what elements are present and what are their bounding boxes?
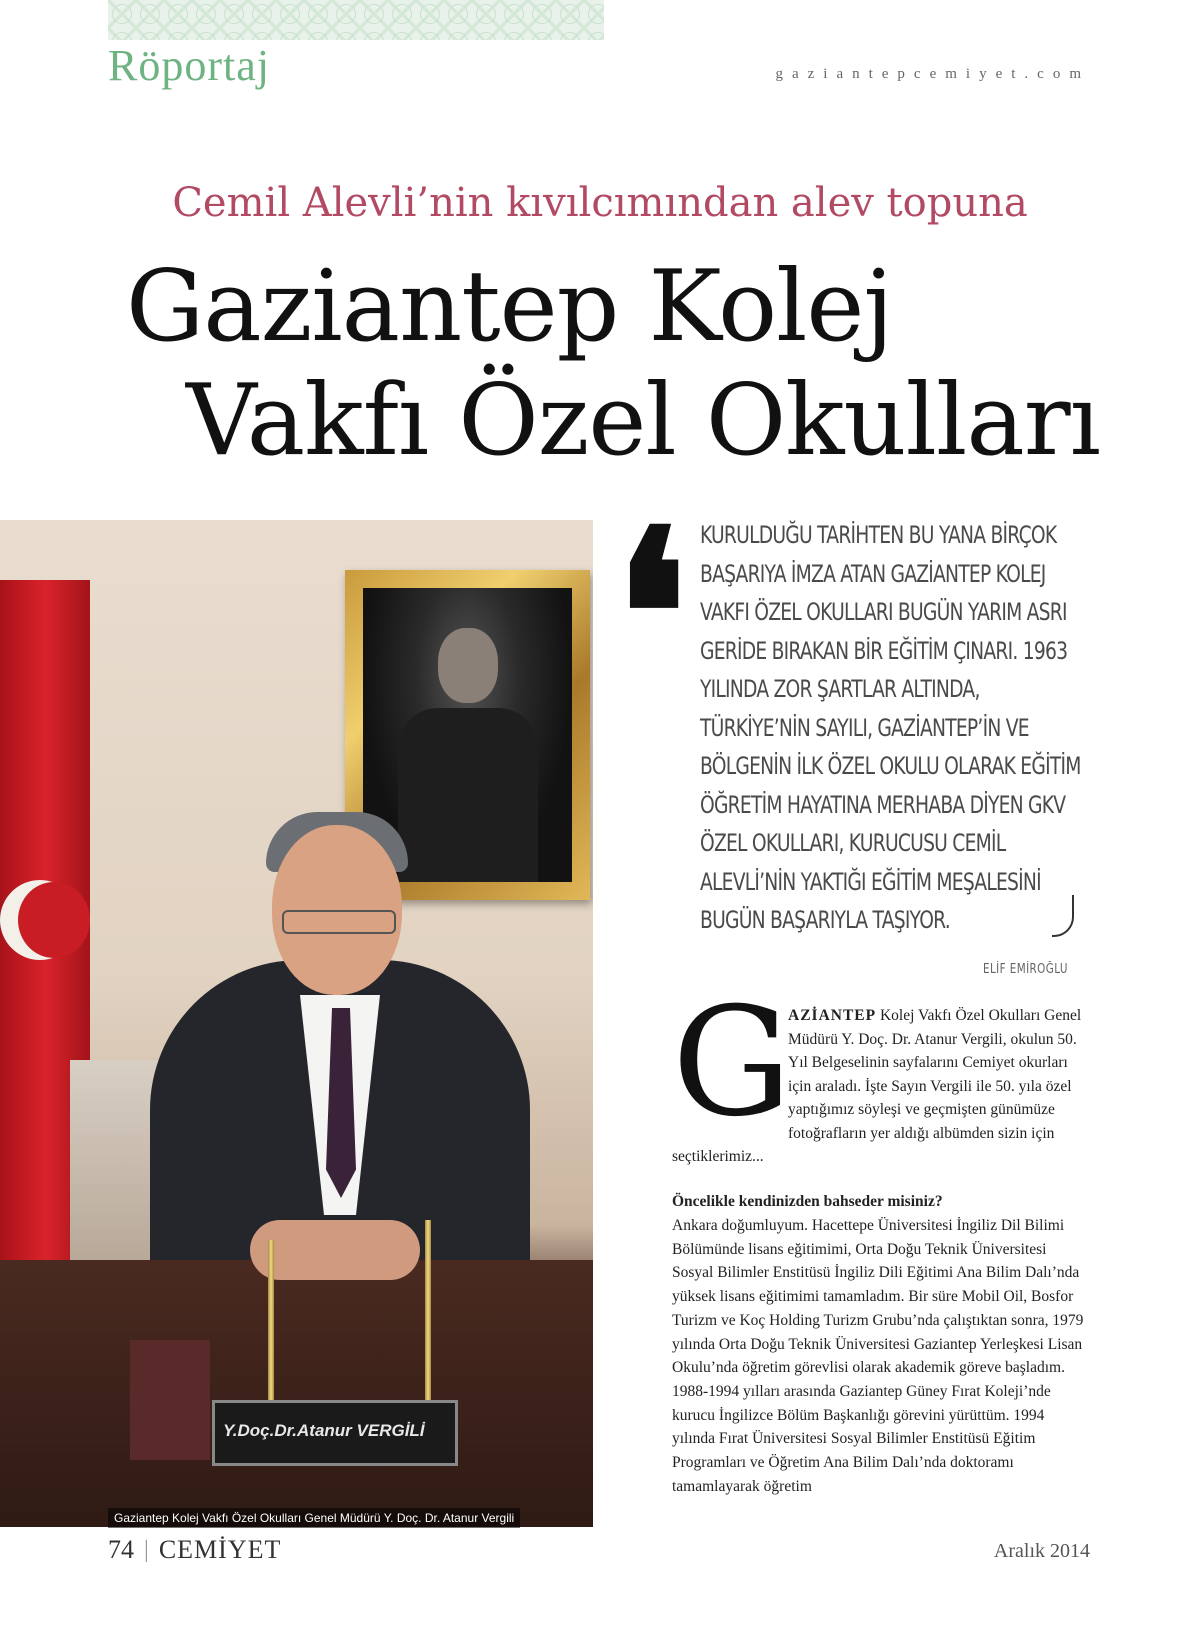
flag-crescent-cut: [18, 882, 90, 958]
nameplate-text: Y.Doç.Dr.Atanur VERGİLİ: [223, 1421, 425, 1440]
desk-pen-left: [268, 1240, 274, 1400]
quote-mark-icon: ❛: [614, 480, 689, 750]
article-subtitle: Cemil Alevli’nin kıvılcımından alev topuna: [172, 180, 1028, 226]
drop-cap: G: [672, 976, 792, 1150]
pull-quote: KURULDUĞU TARİHTEN BU YANA BİRÇOK BAŞARIYA İMZA ATAN GAZİANTEP KOLEJ VAKFI ÖZEL OKULLARI BUGÜN YARIM ASRI GERİDE BIRAKAN BİR EĞİTİM ÇINARI. 1963 YILINDA ZOR ŞARTLAR ALTINDA, TÜRKİYE’NİN SAYILI, GAZİANTEP’İN VE BÖLGENİN İLK ÖZEL OKULU OLARAK EĞİTİM ÖĞRETİM HAYATINA MERHABA DİYEN GKV ÖZEL OKULLARI, KURUCUSU CEMİL ALEVLİ’NİN YAKTIĞI EĞİTİM MEŞALESİNİ BUGÜN BAŞARIYLA TAŞIYOR.: [700, 521, 1081, 934]
portrait-face: [438, 628, 498, 703]
person-hands: [250, 1220, 420, 1280]
desk: [0, 1260, 593, 1527]
desk-pen-right: [425, 1220, 431, 1400]
section-label: Röportaj: [108, 41, 270, 90]
person-glasses: [282, 910, 396, 934]
portrait-suit: [398, 708, 538, 882]
article-title-line-2: Vakfı Özel Okulları: [186, 364, 1100, 478]
interview-question: Öncelikle kendinizden bahseder misiniz?: [672, 1193, 943, 1210]
desk-nameplate: [212, 1400, 458, 1466]
footer-left: [108, 1535, 281, 1565]
issue-date: Aralık 2014: [993, 1540, 1090, 1562]
drop-cap-gap: [672, 1004, 788, 1144]
interview-answer: Ankara doğumluyum. Hacettepe Üniversitesi İngiliz Dil Bilimi Bölümünde lisans eğitimimi, Orta Doğu Teknik Üniversitesi Sosyal Bilimler Enstitüsü İngiliz Dili Eğitimi Ana Bilim Dalı’nda yüksek lisans eğitimimi tamamladım. Bir süre Mobil Oil, Bosfor Turizm ve Koç Holding Turizm Grubu’nda çalıştıktan sonra, 1979 yılında Orta Doğu Teknik Üniversitesi Gaziantep Yerleşkesi Lisan Okulu’nda öğretim görevlisi olarak akademik göreve başladım. 1988-1994 yılları arasında Gaziantep Güney Fırat Koleji’nde kurucu İngilizce Bölüm Başkanlığı görevini yürüttüm. 1994 yılında Fırat Üniversitesi Sosyal Bilimler Enstitüsü Eğitim Programları ve Öğretim Ana Bilim Dalı’nda doktoramı tamamlayarak öğretim: [672, 1217, 1084, 1495]
intro-paragraph: [672, 1004, 1088, 1169]
pen-holder: [130, 1340, 210, 1460]
magazine-name: CEMİYET: [158, 1535, 282, 1564]
author-byline: ELİF EMİROĞLU: [983, 962, 1068, 977]
header-pattern-band: [108, 0, 604, 40]
intro-text: Kolej Vakfı Özel Okulları Genel Müdürü Y. Doç. Dr. Atanur Vergili, okulun 50. Yıl Belgeselinin sayfalarını Cemiyet okurları için araladı. İşte Sayın Vergili ile 50. yıla özel yaptığımız söyleşi ve geçmişten günümüze fotoğrafların yer aldığı albümden sizin için seçtiklerimiz...: [672, 1007, 1082, 1165]
interview-photo: [0, 520, 593, 1527]
page-number: 74: [108, 1535, 134, 1564]
article-title-line-1: Gaziantep Kolej: [126, 250, 893, 364]
article-title: [126, 250, 1126, 478]
intro-lead: AZİANTEP: [788, 1007, 877, 1024]
footer-separator: |: [144, 1536, 149, 1563]
site-url[interactable]: gaziantepcemiyet.com: [775, 66, 1090, 82]
photo-caption: Gaziantep Kolej Vakfı Özel Okulları Genel Müdürü Y. Doç. Dr. Atanur Vergili: [108, 1508, 520, 1528]
